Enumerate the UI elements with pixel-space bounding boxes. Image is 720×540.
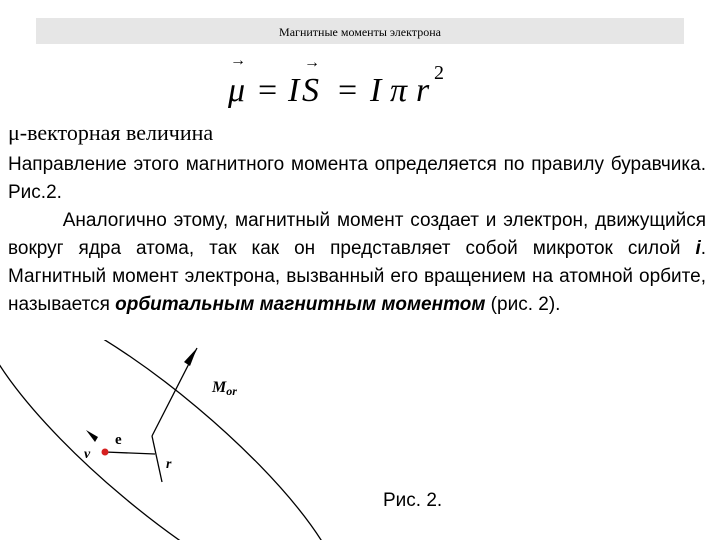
magnetic-moment-formula xyxy=(228,52,458,114)
formula-area: S xyxy=(302,72,319,109)
vector-quantity-note: μ-векторная величина xyxy=(8,120,214,145)
formula-exponent: 2 xyxy=(434,62,444,84)
velocity-arrowhead xyxy=(86,430,98,442)
para2-text-start: Аналогично этому, магнитный момент создает и электрон, движущийся вокруг ядра атома, так как он представляет собой микроток силой xyxy=(8,210,706,259)
radius-label: r xyxy=(166,457,172,472)
orbital-moment-term: орбитальным магнитным моментом xyxy=(115,294,486,315)
moment-label: Mor xyxy=(212,379,237,398)
para2-text-middle: . Магнитный момент электрона, вызванный его вращением на атомной орбите, называется xyxy=(8,238,706,315)
electron-dot xyxy=(102,449,109,456)
electron-label: e xyxy=(115,432,122,448)
vector-arrow-s: → xyxy=(304,54,320,71)
formula-current: I xyxy=(288,72,300,109)
paragraph-orbital-moment xyxy=(8,207,706,319)
orbit-ellipse xyxy=(0,340,373,540)
velocity-label: v xyxy=(84,447,91,462)
slide-title: Магнитные моменты электрона xyxy=(279,25,441,39)
formula-pi: π xyxy=(390,72,408,109)
orbit-diagram xyxy=(0,340,720,540)
formula-radius: r xyxy=(416,72,430,109)
formula-equals-1: = xyxy=(258,72,278,109)
formula-equals-2: = xyxy=(338,72,358,109)
vector-arrow: → xyxy=(230,52,246,69)
para2-text-end: (рис. 2). xyxy=(485,294,561,315)
formula-current-2: I xyxy=(370,72,382,109)
paragraph-direction: Направление этого магнитного момента определяется по правилу буравчика. Рис.2. xyxy=(8,154,706,203)
moment-vector-arrowhead xyxy=(184,348,197,366)
figure-caption: Рис. 2. xyxy=(383,490,443,511)
slide-title-bar xyxy=(36,18,684,44)
current-symbol: i xyxy=(695,238,701,259)
formula-mu: μ xyxy=(228,72,246,109)
radius-vector-line xyxy=(105,452,155,454)
radius-line-upper xyxy=(152,436,162,482)
